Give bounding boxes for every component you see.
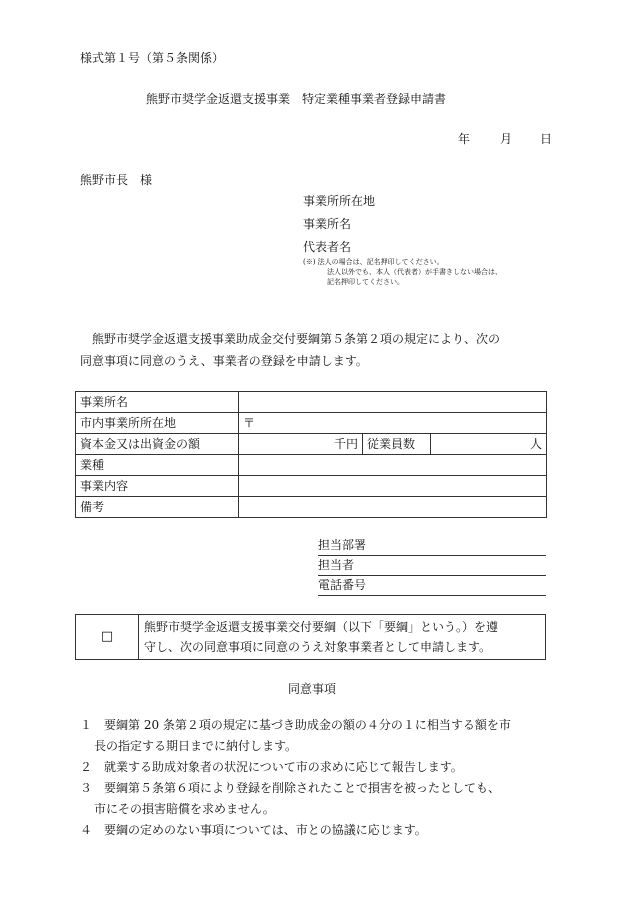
- date-year-label: 年: [458, 132, 471, 146]
- remarks-label: 備考: [76, 497, 239, 518]
- consent-item-3-cont: 市にその損害賠償を求めません。: [94, 802, 275, 816]
- consent-item-3: ３ 要綱第５条第６項により登録を削除されたことで損害を被ったとしても、: [80, 781, 501, 795]
- contact-phone-label: 電話番号: [318, 578, 367, 592]
- consent-item-1-cont: 長の指定する期日までに納付します。: [94, 739, 298, 753]
- consent-item-1: １ 要綱第 20 条第２項の規定に基づき助成金の額の４分の１に相当する額を市: [80, 718, 511, 732]
- date-day-label: 日: [540, 132, 553, 146]
- employees-unit: 人: [529, 437, 542, 451]
- seal-note: [303, 257, 502, 287]
- office-address-field[interactable]: [239, 413, 547, 434]
- agreement-text: [139, 615, 546, 660]
- contact-person-label: 担当者: [318, 558, 355, 572]
- contact-person[interactable]: [318, 556, 546, 576]
- employees-label: 従業員数: [363, 434, 431, 455]
- addressee: 熊野市長 様: [80, 173, 153, 187]
- consent-heading: 同意事項: [288, 682, 337, 696]
- applicant-address-label: 事業所所在地: [303, 194, 376, 208]
- applicant-name-label: 事業所名: [303, 217, 352, 231]
- office-name-field[interactable]: [239, 392, 547, 413]
- table-row: [76, 434, 547, 455]
- table-row: [76, 392, 547, 413]
- seal-note-line: 記名押印してください。: [327, 278, 404, 286]
- table-row: [76, 476, 547, 497]
- table-row: [76, 413, 547, 434]
- form-number: 様式第１号（第５条関係）: [80, 51, 225, 65]
- contact-phone[interactable]: [318, 576, 546, 596]
- remarks-field[interactable]: [239, 497, 547, 518]
- industry-field[interactable]: [239, 455, 547, 476]
- consent-item-4: ４ 要綱の定めのない事項については、市との協議に応じます。: [80, 823, 427, 837]
- contact-department-label: 担当部署: [318, 538, 367, 552]
- contact-department[interactable]: [318, 536, 546, 556]
- capital-field[interactable]: [239, 434, 363, 455]
- capital-unit: 千円: [333, 437, 358, 451]
- agreement-line: 熊野市奨学金返還支援事業交付要綱（以下「要綱」という。）を遵: [144, 620, 499, 634]
- office-name-label: 事業所名: [76, 392, 239, 413]
- capital-label: 資本金又は出資金の額: [76, 434, 239, 455]
- business-content-label: 事業内容: [76, 476, 239, 497]
- table-row: [76, 615, 546, 660]
- document-title: 熊野市奨学金返還支援事業 特定業種事業者登録申請書: [146, 92, 447, 106]
- employees-field[interactable]: [431, 434, 547, 455]
- business-content-field[interactable]: [239, 476, 547, 497]
- industry-label: 業種: [76, 455, 239, 476]
- agreement-line: 守し、次の同意事項に同意のうえ対象事業者として申請します。: [144, 640, 492, 654]
- seal-note-line: 法人以外でも、本人（代表者）が手書きしない場合は、: [327, 268, 502, 276]
- agreement-checkbox[interactable]: □: [76, 615, 139, 660]
- paragraph-line: 熊野市奨学金返還支援事業助成金交付要綱第５条第２項の規定により、次の: [92, 332, 501, 346]
- office-address-label: 市内事業所所在地: [76, 413, 239, 434]
- table-row: [76, 497, 547, 518]
- postal-mark: 〒: [243, 416, 256, 430]
- application-paragraph: [80, 328, 550, 372]
- seal-note-line: (※) 法人の場合は、記名押印してください。: [303, 258, 444, 266]
- business-info-table: [75, 391, 547, 518]
- agreement-table: [75, 614, 546, 660]
- date-month-label: 月: [500, 132, 513, 146]
- table-row: [76, 455, 547, 476]
- consent-item-2: ２ 就業する助成対象者の状況について市の求めに応じて報告します。: [80, 760, 463, 774]
- applicant-rep-label: 代表者名: [303, 240, 352, 254]
- paragraph-line: 同意事項に同意のうえ、事業者の登録を申請します。: [80, 354, 368, 368]
